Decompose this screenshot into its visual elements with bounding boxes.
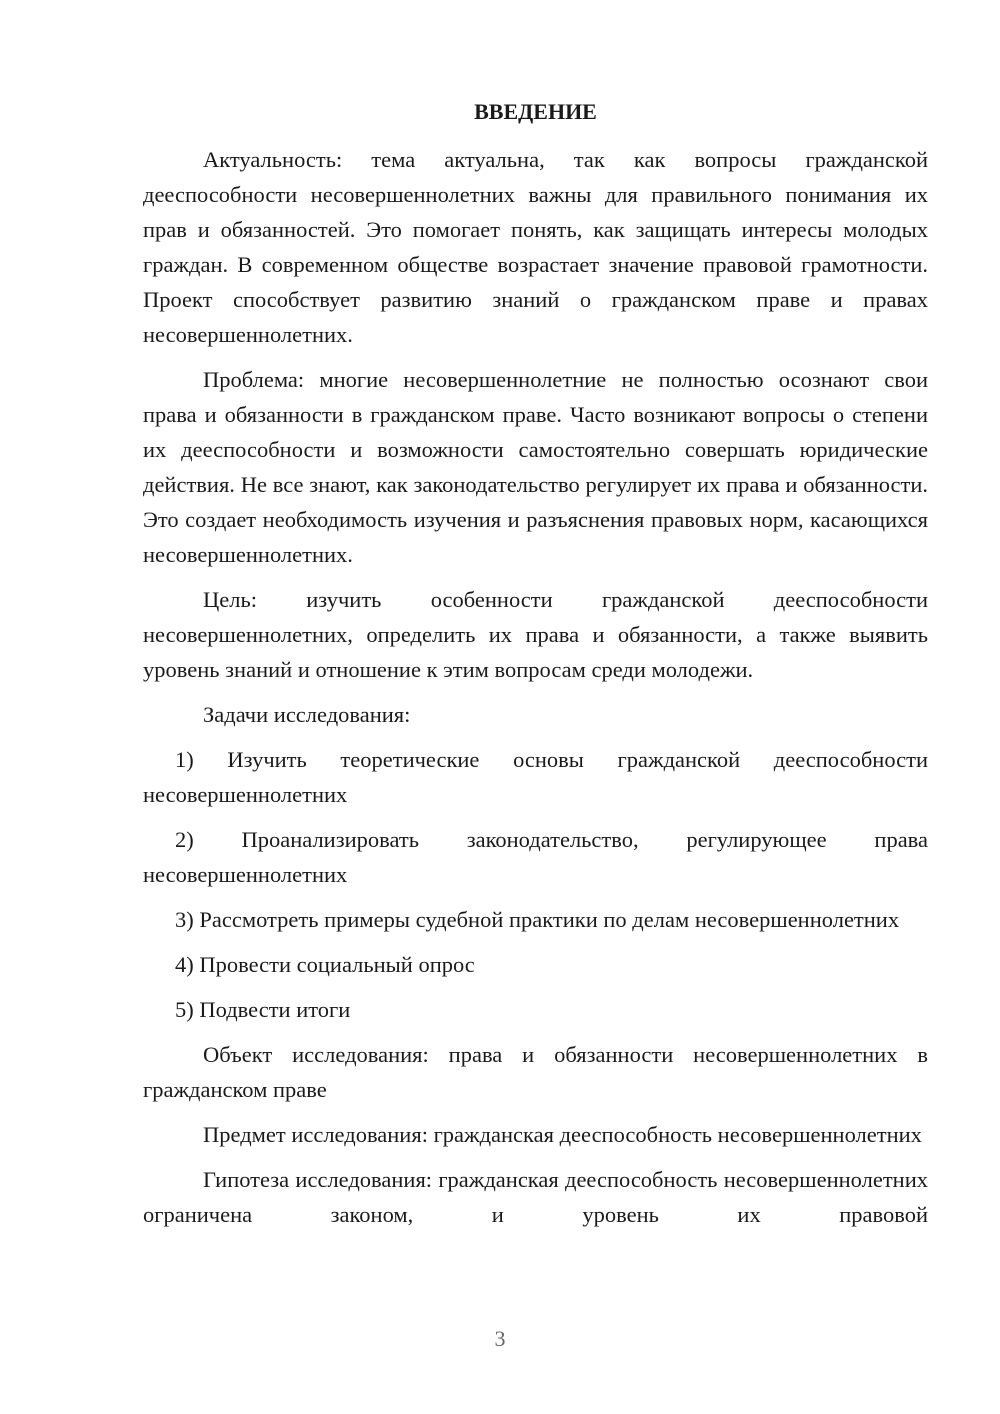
tasks-heading: Задачи исследования: xyxy=(203,702,411,727)
hypothesis-paragraph: Гипотеза исследования: гражданская дееспособность несовершеннолетних ограничена законом, и уровень их правовой xyxy=(143,1167,928,1227)
object-paragraph: Объект исследования: права и обязанности несовершеннолетних в гражданском праве xyxy=(143,1042,928,1102)
page-number: 3 xyxy=(494,1326,506,1351)
subject-paragraph: Предмет исследования: гражданская дееспособность несовершеннолетних xyxy=(203,1122,922,1147)
task-item-2: 2) Проанализировать законодательство, регулирующее права несовершеннолетних xyxy=(143,827,928,887)
task-item-3: 3) Рассмотреть примеры судебной практики по делам несовершеннолетних xyxy=(175,907,900,932)
task-item-5: 5) Подвести итоги xyxy=(175,997,351,1022)
section-title: ВВЕДЕНИЕ xyxy=(474,99,597,124)
document-body xyxy=(143,94,928,1232)
problem-paragraph: Проблема: многие несовершеннолетние не полностью осознают свои права и обязанности в гражданском праве. Часто возникают вопросы о степени их дееспособности и возможности самостоятельно совершать юридические действия. Не все знают, как законодательство регулирует их права и обязанности. Это создает необходимость изучения и разъяснения правовых норм, касающихся несовершеннолетних. xyxy=(143,367,928,567)
task-item-4: 4) Провести социальный опрос xyxy=(175,952,475,977)
task-item-1: 1) Изучить теоретические основы гражданской дееспособности несовершеннолетних xyxy=(143,747,928,807)
relevance-paragraph: Актуальность: тема актуальна, так как вопросы гражданской дееспособности несовершеннолетних важны для правильного понимания их прав и обязанностей. Это помогает понять, как защищать интересы молодых граждан. В современном обществе возрастает значение правовой грамотности. Проект способствует развитию знаний о гражданском праве и правах несовершеннолетних. xyxy=(143,147,928,347)
goal-paragraph: Цель: изучить особенности гражданской дееспособности несовершеннолетних, определить их права и обязанности, а также выявить уровень знаний и отношение к этим вопросам среди молодежи. xyxy=(143,587,928,682)
